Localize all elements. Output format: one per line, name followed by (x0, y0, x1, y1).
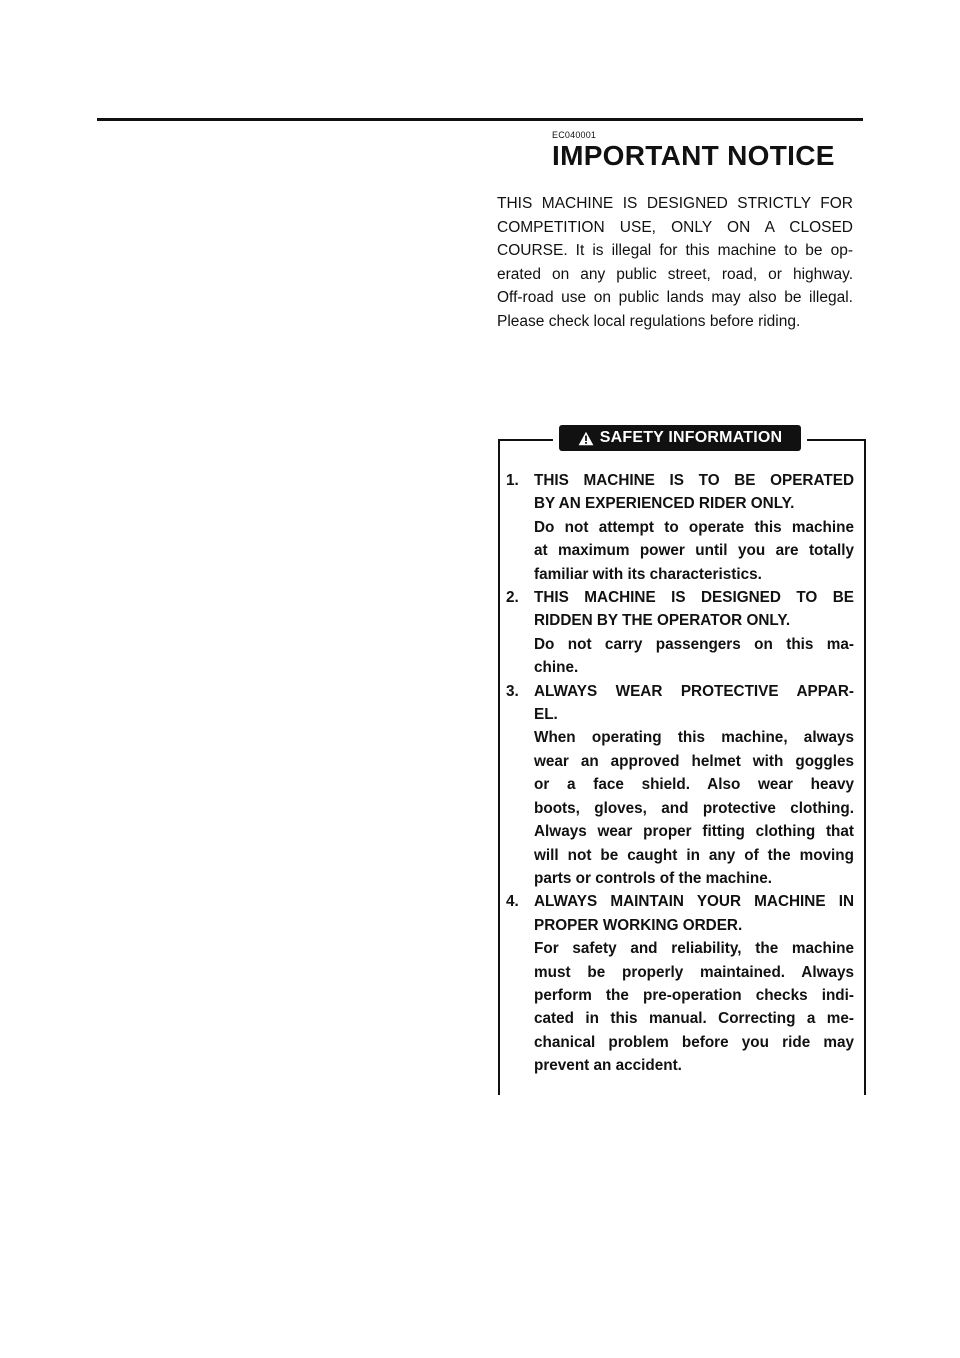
item-heading-line: ALWAYS WEAR PROTECTIVE APPAR- (534, 682, 854, 700)
item-body-line: or a face shield. Also wear heavy (534, 776, 854, 794)
item-number: 1. (506, 472, 519, 489)
notice-line: Off-road use on public lands may also be illegal. (497, 289, 853, 306)
warning-triangle-icon (578, 431, 594, 446)
item-heading-line: THIS MACHINE IS TO BE OPERATED (534, 472, 854, 489)
safety-list (506, 469, 854, 1078)
top-rule (97, 118, 863, 121)
safety-item-2 (506, 586, 854, 680)
item-heading-line: ALWAYS MAINTAIN YOUR MACHINE IN (534, 893, 854, 911)
item-body-line: Always wear proper fitting clothing that (534, 823, 854, 841)
page-title: IMPORTANT NOTICE (552, 140, 835, 171)
item-number: 2. (506, 589, 519, 607)
item-body-line: wear an approved helmet with goggles (534, 752, 854, 770)
safety-information-badge (553, 425, 807, 451)
item-body-line: cated in this manual. Correcting a me- (534, 1010, 854, 1028)
item-heading-line: BY AN EXPERIENCED RIDER ONLY. (534, 495, 795, 513)
section-code: EC040001 (552, 130, 597, 140)
item-body-line: chanical problem before you ride may (534, 1033, 854, 1051)
item-body-line: at maximum power until you are totally (534, 542, 854, 560)
item-body-line: familiar with its characteristics. (534, 565, 762, 583)
safety-item-1 (506, 469, 854, 586)
item-number: 4. (506, 893, 519, 911)
item-body-line: will not be caught in any of the moving (534, 846, 854, 864)
item-heading-line: PROPER WORKING ORDER. (534, 916, 743, 934)
safety-item-4 (506, 890, 854, 1077)
notice-line: COURSE. It is illegal for this machine to be op- (497, 242, 853, 259)
safety-item-3 (506, 680, 854, 891)
notice-line: Please check local regulations before riding. (497, 312, 801, 330)
item-body-line: boots, gloves, and protective clothing. (534, 799, 854, 817)
item-body-line: For safety and reliability, the machine (534, 940, 854, 958)
item-body-line: must be properly maintained. Always (534, 963, 854, 981)
item-heading-line: THIS MACHINE IS DESIGNED TO BE (534, 589, 854, 607)
item-body-line: Do not carry passengers on this ma- (534, 635, 854, 653)
item-body-line: parts or controls of the machine. (534, 869, 772, 887)
item-number: 3. (506, 682, 519, 700)
item-heading-line: EL. (534, 706, 558, 724)
item-body-line: prevent an accident. (534, 1057, 682, 1075)
item-body-line: Do not attempt to operate this machine (534, 518, 854, 536)
notice-line: erated on any public street, road, or highway. (497, 265, 853, 283)
notice-line: COMPETITION USE, ONLY ON A CLOSED (497, 218, 853, 236)
safety-information-label: SAFETY INFORMATION (599, 429, 783, 446)
notice-line: THIS MACHINE IS DESIGNED STRICTLY FOR (497, 195, 853, 212)
item-body-line: When operating this machine, always (534, 729, 854, 747)
notice-paragraph (497, 192, 853, 333)
item-body-line: chine. (534, 659, 579, 677)
item-body-line: perform the pre-operation checks indi- (534, 986, 854, 1004)
item-heading-line: RIDDEN BY THE OPERATOR ONLY. (534, 612, 791, 630)
